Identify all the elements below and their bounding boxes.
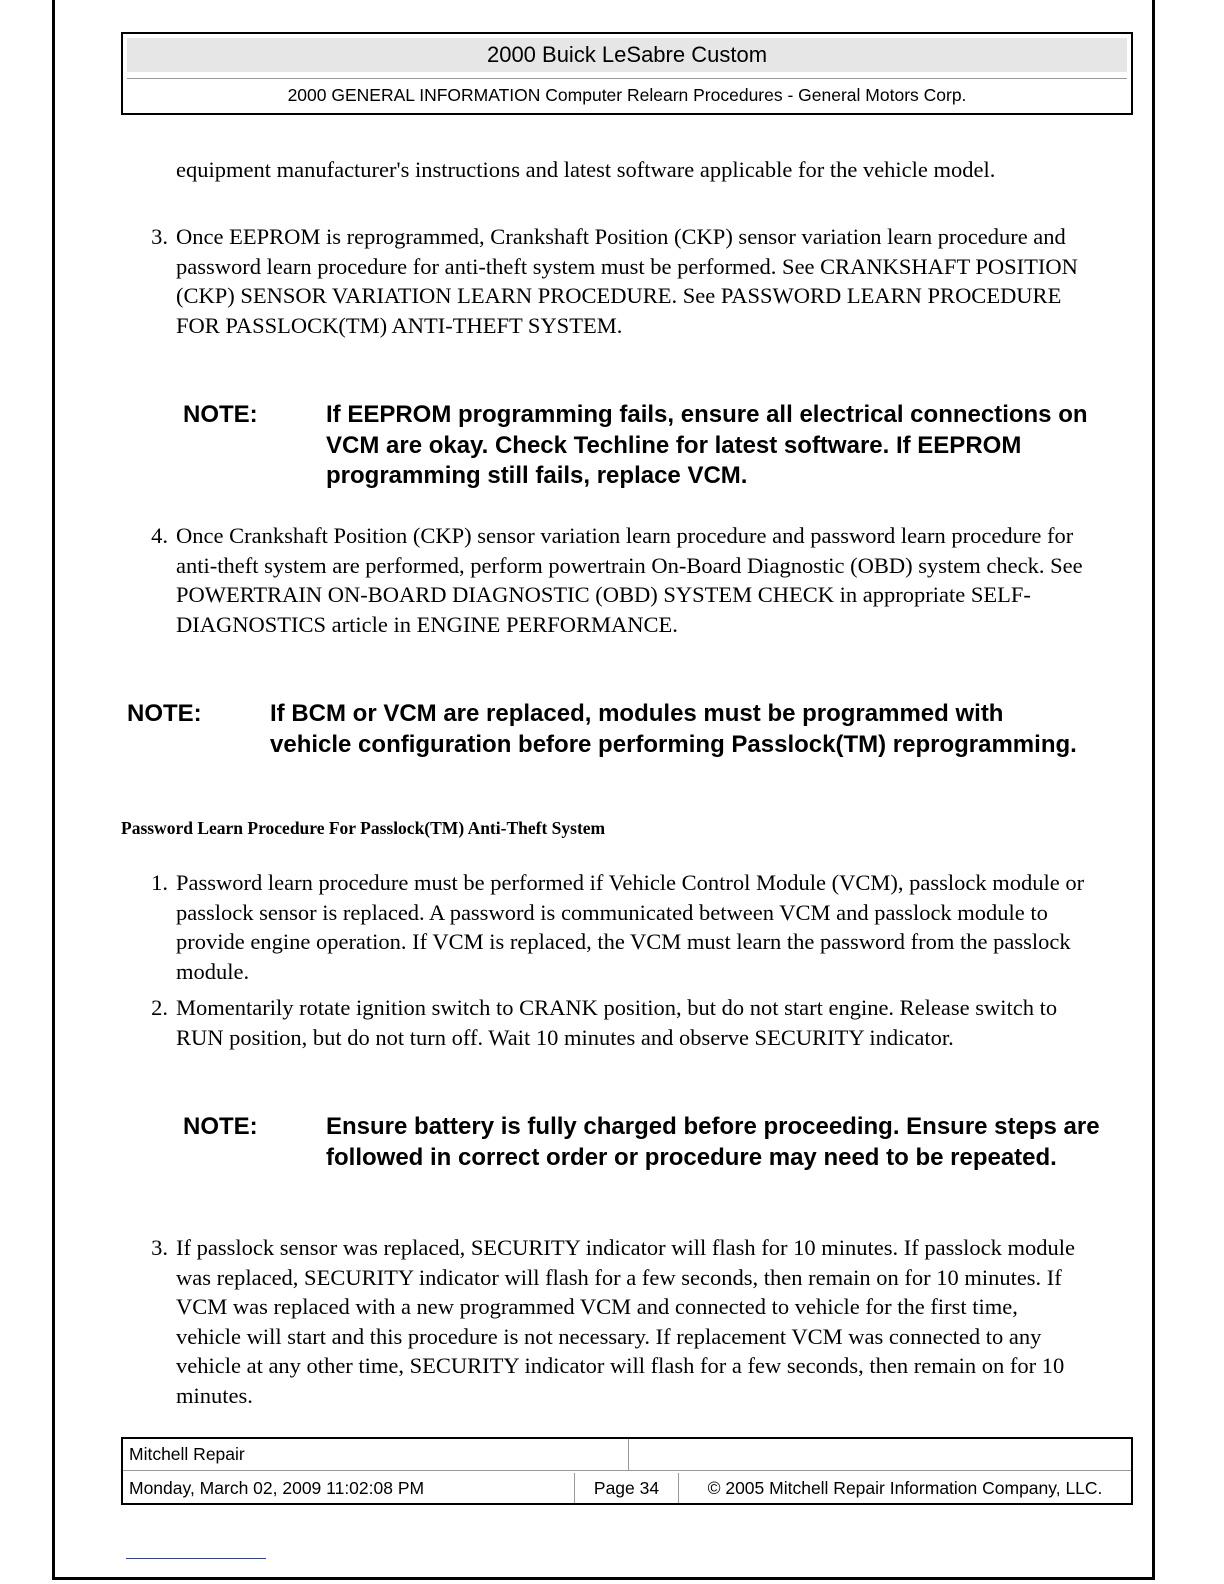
section-heading: Password Learn Procedure For Passlock(TM) Anti-Theft System [121,818,606,838]
footer-date: Monday, March 02, 2009 11:02:08 PM [123,1473,575,1503]
continuation-paragraph: equipment manufacturer's instructions and latest software applicable for the vehicle model. [176,157,996,182]
document-footer [121,1437,1133,1505]
footer-empty-cell [629,1439,1131,1471]
document-title: 2000 Buick LeSabre Custom [127,38,1127,72]
document-header [121,32,1133,115]
step-number: 4. [151,523,168,548]
step-number: 1. [151,870,168,895]
step-number: 3. [151,224,168,249]
step-number: 3. [151,1235,168,1260]
document-subtitle: 2000 GENERAL INFORMATION Computer Relearn Procedures - General Motors Corp. [127,78,1127,111]
note-label: NOTE: [183,1113,258,1140]
step-text: Password learn procedure must be performed if Vehicle Control Module (VCM), passlock module or passlock sensor is replaced. A password is communicated between VCM and passlock module to provide engine operation. If VCM is replaced, the VCM must learn the password from the passlock module. [176,870,1085,984]
footnote-rule [126,1558,266,1559]
note-text: If EEPROM programming fails, ensure all electrical connections on VCM are okay. Check Techline for latest software. If EEPROM programming still fails, replace VCM. [326,401,1088,489]
footer-copyright: © 2005 Mitchell Repair Information Company, LLC. [707,1478,1103,1498]
footer-publisher: Mitchell Repair [123,1439,629,1471]
step-text: If passlock sensor was replaced, SECURITY indicator will flash for 10 minutes. If passlock module was replaced, SECURITY indicator will flash for a few seconds, then remain on for 10 minutes. If VCM was replaced with a new programmed VCM and connected to vehicle for the first time, vehicle will start and this procedure is not necessary. If replacement VCM was connected to any vehicle at any other time, SECURITY indicator will flash for a few seconds, then remain on for 10 minutes. [176,1235,1075,1408]
step-number: 2. [151,995,168,1020]
note-text: If BCM or VCM are replaced, modules must be programmed with vehicle configuration before performing Passlock(TM) reprogramming. [270,700,1077,758]
note-text: Ensure battery is fully charged before proceeding. Ensure steps are followed in correct order or procedure may need to be repeated. [326,1113,1100,1171]
step-text: Once Crankshaft Position (CKP) sensor variation learn procedure and password learn procedure for anti-theft system are performed, perform powertrain On-Board Diagnostic (OBD) system check. See POWERTRAIN ON-BOARD DIAGNOSTIC (OBD) SYSTEM CHECK in appropriate SELF-DIAGNOSTICS article in ENGINE PERFORMANCE. [176,523,1083,637]
note-label: NOTE: [127,700,202,727]
footer-page-number: Page 34 [575,1473,679,1503]
note-label: NOTE: [183,401,258,428]
step-text: Momentarily rotate ignition switch to CRANK position, but do not start engine. Release switch to RUN position, but do not turn off. Wait 10 minutes and observe SECURITY indicator. [176,995,1058,1050]
step-text: Once EEPROM is reprogrammed, Crankshaft Position (CKP) sensor variation learn procedure and password learn procedure for anti-theft system must be performed. See CRANKSHAFT POSITION (CKP) SENSOR VARIATION LEARN PROCEDURE. See PASSWORD LEARN PROCEDURE FOR PASSLOCK(TM) ANTI-THEFT SYSTEM. [176,224,1078,338]
